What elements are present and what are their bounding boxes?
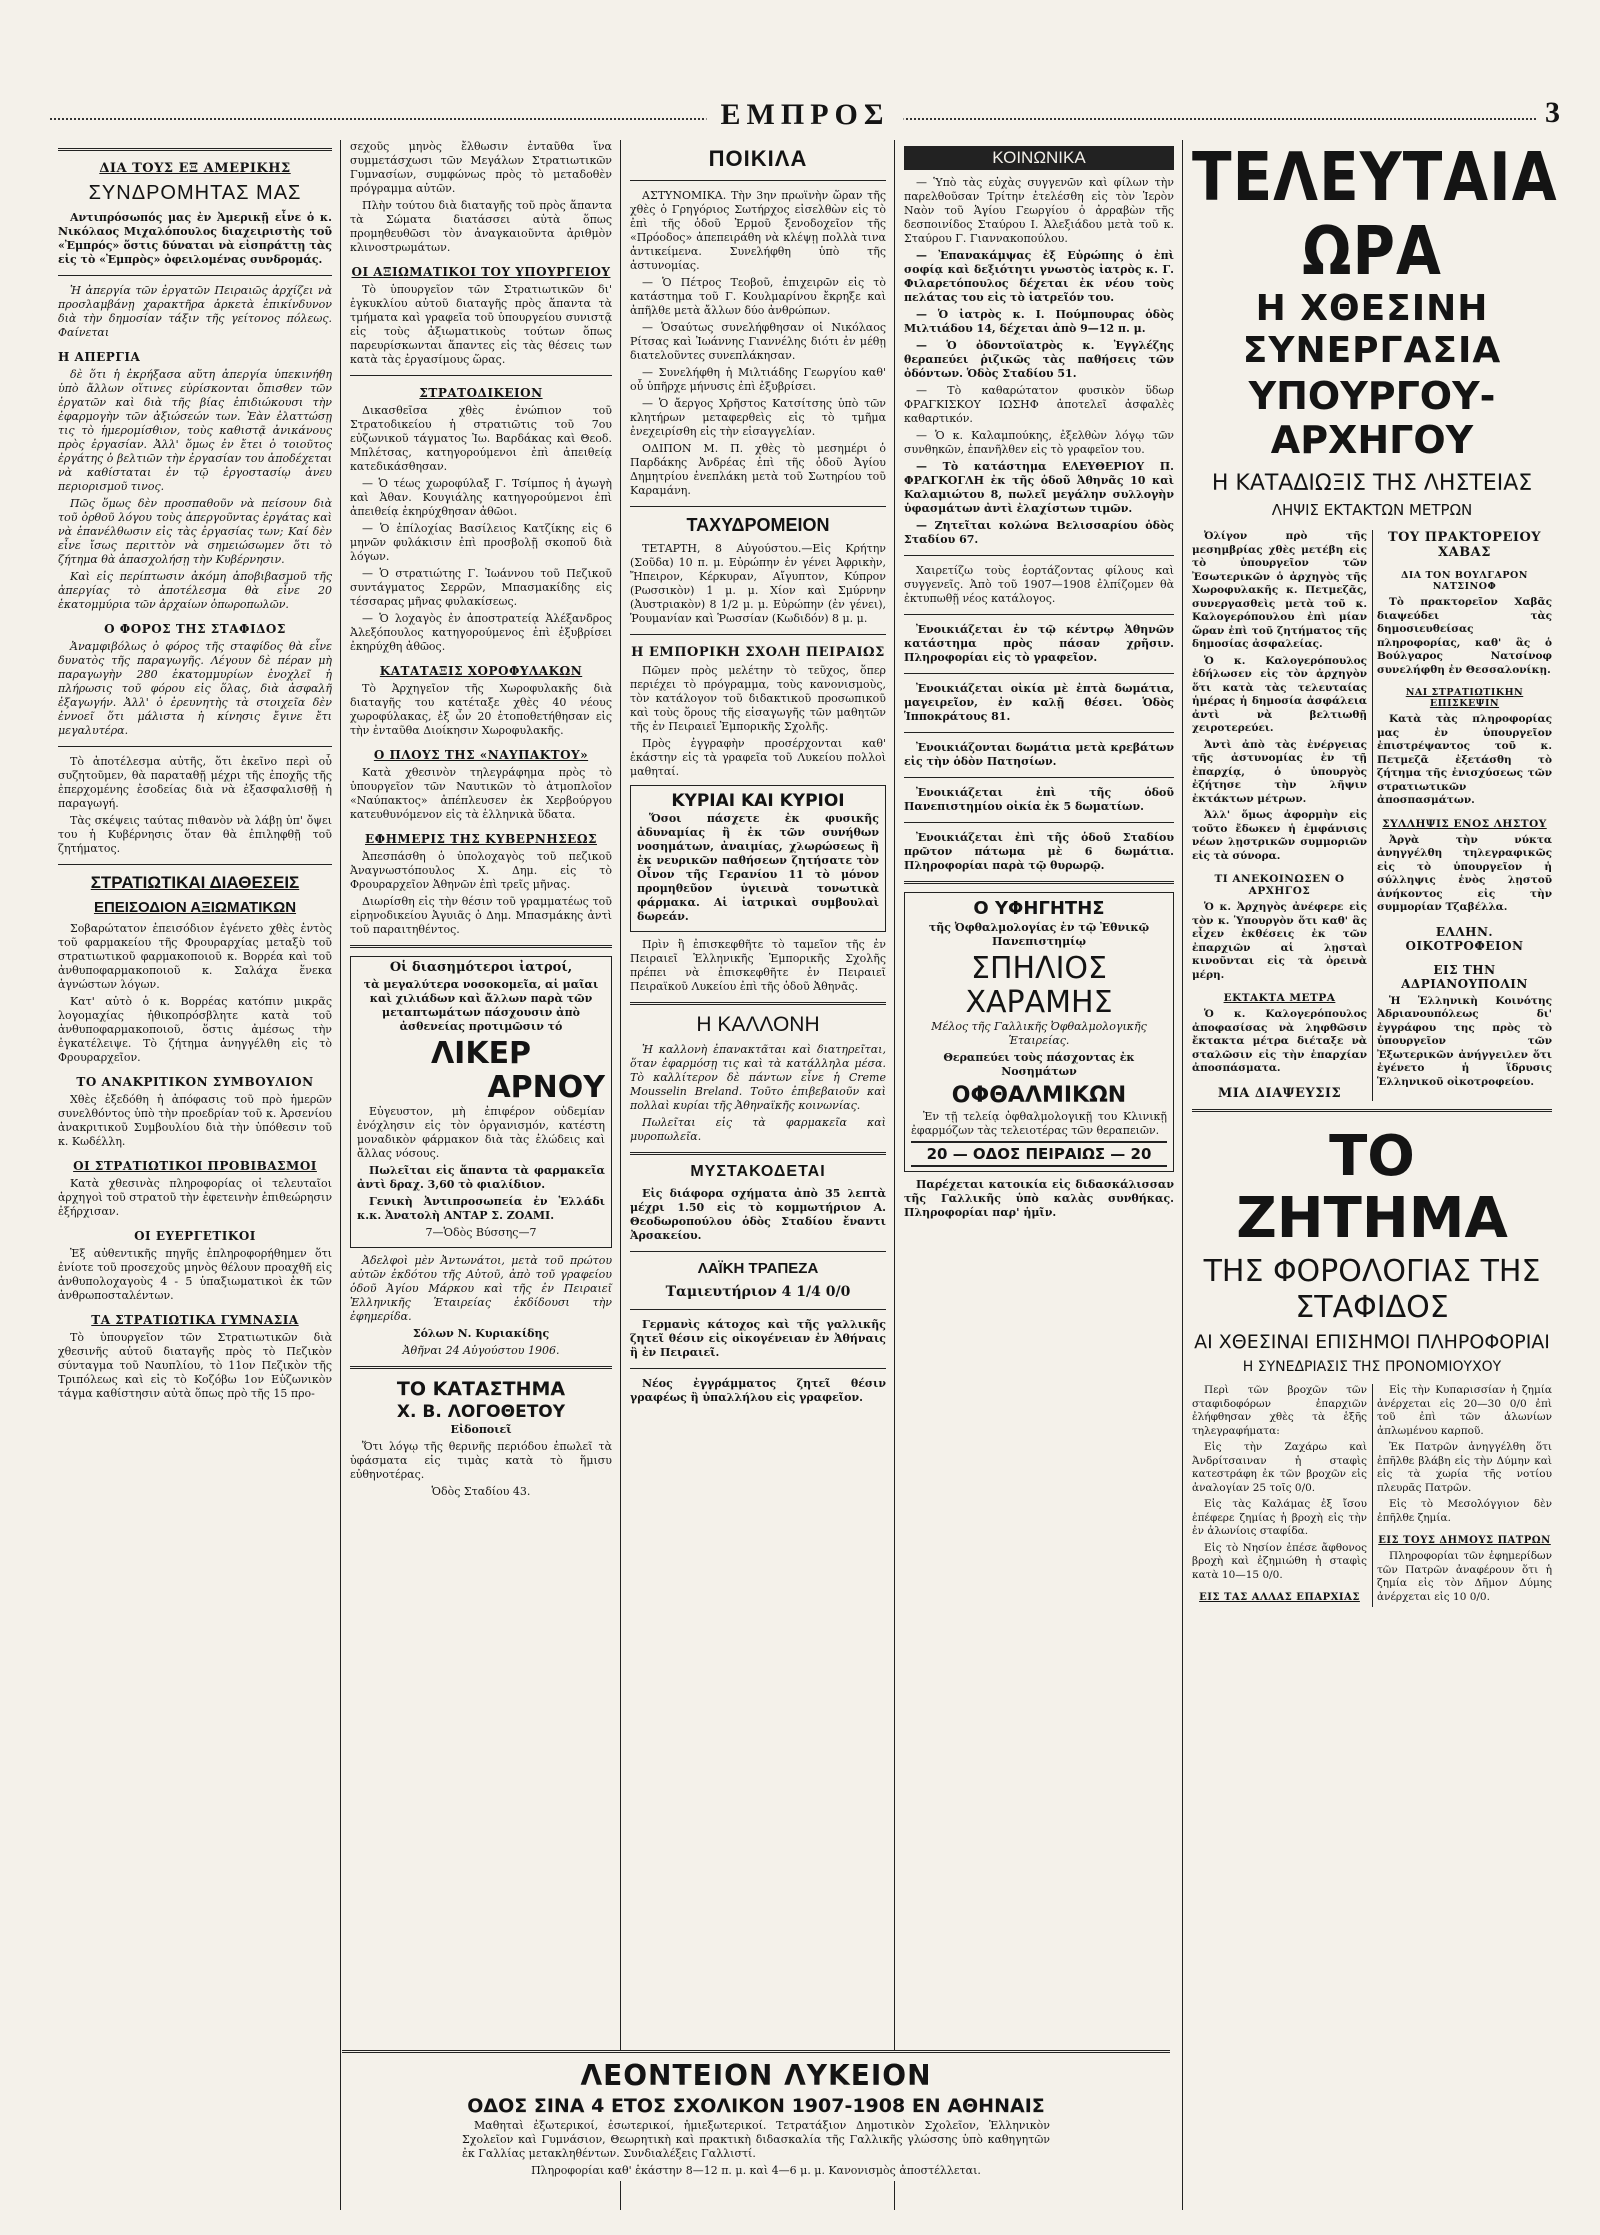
ad-subtitle: ΟΔΟΣ ΣΙΝΑ 4 ΕΤΟΣ ΣΧΟΛΙΚΟΝ 1907-1908 ΕΝ ΑΘΗΝΑΙΣ <box>467 2095 1045 2117</box>
ad-headline: ΚΥΡΙΑΙ ΚΑΙ ΚΥΡΙΟΙ <box>671 791 845 811</box>
article-paragraph: Ἀναμφιβόλως ὁ φόρος τῆς σταφίδος θὰ εἶνε δυνατὸς τῆς παραγωγῆς. Λέγουν δὲ πέραν μὴ παραγωγὴν 280 ἑκατομμυρίων ἐνοχλεῖ ἡ πλήρωσις τοῦ φόρου εἰς ὅλας, διὰ ἀσφαλῆ ἐξαγωγήν. Ἀλλ' ὁ ἐρευνητὴς τὰ στοιχεῖα δὲν ἐννοεῖ ὅτι μάλιστα ἡ κίνησις ἔγινε ἔτι μεγαλυτέρα. <box>58 640 332 737</box>
ad-text: Ταμιευτήριον 4 1/4 0/0 <box>665 1284 851 1300</box>
divider <box>630 506 886 507</box>
advertisement-ophthalmologist <box>904 892 1174 1172</box>
classified-ad: Ἐνοικιάζεται ἐπὶ τῆς ὁδοῦ Σταδίου πρῶτον πάτωμα μὲ 6 δωμάτια. Πληροφορίαι παρὰ τῷ θυρωρῷ. <box>904 831 1174 872</box>
article-subheading: ΝΑΙ ΣΤΡΑΤΙΩΤΙΚΗΝ ΕΠΙΣΚΕΨΙΝ <box>1405 687 1524 709</box>
article-heading: ΜΙΑ ΔΙΑΨΕΥΣΙΣ <box>1217 1085 1342 1101</box>
divider <box>630 1002 886 1005</box>
ad-text: Ὅτι λόγῳ τῆς θερινῆς περιόδου ἐπωλεῖ τὰ ὑφάσματα εἰς τιμὰς κατὰ τὸ ἥμισυ εὐθηνοτέρας. <box>350 1440 612 1481</box>
article-paragraph: — Ὁ ἰατρὸς κ. Ι. Πούμπουρας ὁδὸς Μιλτιάδου 14, δέχεται ἀπὸ 9—12 π. μ. <box>904 308 1174 335</box>
article-paragraph: Ἐξ αὐθεντικῆς πηγῆς ἐπληροφορήθημεν ὅτι ἐνίοτε τοῦ προσεχοῦς μηνὸς θέλουν προαχθῆ εἰς ἀνθυπολοχαγοὺς 4 - 5 ὑπαξιωματικοὶ ἐκ τῶν ἀνθρωποσταλέντων. <box>58 1247 332 1302</box>
column-4 <box>896 140 1182 2210</box>
ad-brand: ΑΡΝΟΥ <box>487 1070 605 1105</box>
article-paragraph: Κατ' αὐτὸ ὁ κ. Βορρέας κατόπιν μικρᾶς λογομαχίας ἠθικοπρόσβλητε κατὰ τοῦ ἀνθυποφαρμακοποιοῦ, ὅστις ἀμέσως τὴν ἐγκατέλειψε. Τὸ ζήτημα ἀνηγγέλθη εἰς τὸ Φρουραρχεῖον. <box>58 995 332 1064</box>
divider <box>630 1368 886 1369</box>
divider <box>904 822 1174 823</box>
divider <box>630 1152 886 1155</box>
article-paragraph: Πλὴν τούτου διὰ διαταγῆς τοῦ πρὸς ἅπαντα τὰ Σώματα διατάσσει αὐτὰ ὅπως προμηθευθῶσι τὸν ἀναγκαιοῦντα ἀριθμὸν κλινοστρωμάτων. <box>350 199 612 254</box>
ad-brand: ΛΙΚΕΡ <box>430 1036 532 1071</box>
article-subheading: ΟΙ ΣΤΡΑΤΙΩΤΙΚΟΙ ΠΡΟΒΙΒΑΣΜΟΙ <box>73 1159 317 1173</box>
article-paragraph: — Ὁ ὀδοντοϊατρὸς κ. Ἐγγλέζης θεραπεύει ῥιζικῶς τὰς παθήσεις τῶν ὀδόντων. Ὁδὸς Σταδίου 51. <box>904 339 1174 380</box>
ad-headline: Ο ΥΦΗΓΗΤΗΣ <box>973 898 1105 919</box>
divider <box>350 1366 612 1369</box>
classified-ad: Ἐνοικιάζεται ἐν τῷ κέντρῳ Ἀθηνῶν κατάστημα πρὸς πάσαν χρῆσιν. Πληροφορίαι εἰς τὸ γραφεῖον. <box>904 623 1174 664</box>
advertisement-kyriai-kyrioi <box>630 785 886 932</box>
article-paragraph: Ὀλίγον πρὸ τῆς μεσημβρίας χθὲς μετέβη εἰς τὸ ὑπουργεῖον τῶν Ἐσωτερικῶν ὁ ἀρχηγὸς τῆς Χωροφυλακῆς κ. Πετμεζᾶς, συνεργασθεὶς μετὰ τοῦ κ. Καλογερόπουλου ἐπὶ μίαν ὥραν ἐπὶ τοῦ ζητήματος τῆς δημοσίας ἀσφαλείας. <box>1192 530 1367 650</box>
article-paragraph: Κατὰ χθεσινὸν τηλεγράφημα πρὸς τὸ ὑπουργεῖον τῶν Ναυτικῶν τὸ ἀτμοπλοῖον «Ναύπακτος» ἀπέπλευσεν ἐκ Χερβούργου κατευθυνόμενον εἰς τὰ ἑλληνικὰ ὕδατα. <box>350 766 612 821</box>
ad-text: Πωλεῖται εἰς ἅπαντα τὰ φαρμακεῖα ἀντὶ δραχ. 3,60 τὸ φιαλίδιον. <box>357 1164 605 1191</box>
classified-ad: Ἐνοικιάζονται δωμάτια μετὰ κρεβάτων εἰς τὴν ὁδὸν Πατησίων. <box>904 741 1174 768</box>
ad-headline: ΛΕΟΝΤΕΙΟΝ ΛΥΚΕΙΟΝ <box>580 2059 932 2092</box>
article-heading: ΤΟΥ ΠΡΑΚΤΟΡΕΙΟΥ ΧΑΒΑΣ <box>1387 530 1542 560</box>
divider <box>630 634 886 635</box>
divider <box>904 673 1174 674</box>
ad-text: Γενικὴ Ἀντιπροσωπεία ἐν Ἑλλάδι κ.κ. Ἀνατολὴ ΑΝΤΑΡ Σ. ΖΟΑΜΙ. <box>357 1195 605 1222</box>
article-paragraph: — Ἐπανακάμψας ἐξ Εὐρώπης ὁ ἐπὶ σοφίᾳ καὶ δεξιότητι γνωστὸς ἰατρὸς κ. Γ. Φιλαρετόπουλος δέχεται ἐκ νέου τοὺς πελάτας του εἰς τὸ ἰατρεῖόν του. <box>904 249 1174 304</box>
article-subheading: Ο ΦΟΡΟΣ ΤΗΣ ΣΤΑΦΙΔΟΣ <box>104 622 286 636</box>
classified-ad: Ἐνοικιάζεται ἐπὶ τῆς ὁδοῦ Πανεπιστημίου οἰκία ἐκ 5 δωματίων. <box>904 786 1174 813</box>
article-paragraph: — Ὁ κ. Καλαμπούκης, ἐξελθὼν λόγῳ τῶν συνθηκῶν, ἐπανῆλθεν εἰς τὸ γραφεῖον του. <box>904 429 1174 456</box>
ad-contact: Πληροφορίαι καθ' ἑκάστην 8—12 π. μ. καὶ 4—6 μ. μ. Κανονισμὸς ἀποστέλλεται. <box>531 2164 981 2177</box>
staphis-article-body <box>1192 1384 1552 1607</box>
column-2 <box>342 140 620 2210</box>
article-paragraph: — Ὁσαύτως συνελήφθησαν οἱ Νικόλαος Ρίτσας καὶ Ἰωάννης Γιαννέλης διότι ἐν μέθῃ διατελοῦντες συνεπλάκησαν. <box>630 321 886 362</box>
article-paragraph: Πρὶν ἢ ἐπισκεφθῆτε τὸ ταμεῖον τῆς ἐν Πειραιεῖ Ἑλληνικῆς Ἐμπορικῆς Σχολῆς πρέπει νὰ ἐπισκεφθῆτε ἐν Πειραιεῖ Πειραϊκοῦ Λυκείου ἐπὶ τῆς ὁδοῦ Ἀθηνᾶς. <box>630 938 886 993</box>
article-heading: ΣΥΝΔΡΟΜΗΤΑΣ ΜΑΣ <box>88 182 302 204</box>
article-paragraph: Ὁ κ. Καλογερόπουλος ἀποφασίσας νὰ ληφθῶσιν ἔκτακτα μέτρα διέταξε νὰ σταλῶσιν εἰς τὴν ἐπαρχίαν ἀποσπάσματα. <box>1192 1008 1367 1074</box>
article-paragraph: Χαιρετίζω τοὺς ἑορτάζοντας φίλους καὶ συγγενεῖς. Ἀπὸ τοῦ 1907—1908 ἐλπίζομεν θὰ ἐκτυπωθῇ νέος κατάλογος. <box>904 564 1174 605</box>
article-paragraph: Τὸ ὑπουργεῖον τῶν Στρατιωτικῶν διὰ χθεσινῆς αὐτοῦ διαταγῆς πρὸς τὸ Πεζικὸν σύνταγμα τοῦ Ναυπλίου, τὸ 11ον Πεζικὸν τῆς Τριπόλεως καὶ εἰς τὸ Κοζόβω 1ον Εὐζωνικὸν τάγμα καθίστησιν αὐτὰ ὅπως πρὸ τῆς 15 προ- <box>58 1331 332 1400</box>
article-subheading: ΣΥΛΛΗΨΙΣ ΕΝΟΣ ΛΗΣΤΟΥ <box>1382 817 1547 830</box>
article-paragraph: Αντιπρόσωπός μας ἐν Ἀμερικῇ εἶνε ὁ κ. Νικόλαος Μιχαλόπουλος διαχειριστὴς τοῦ «Ἐμπρός» ὅστις δύναται νὰ εἰσπράττῃ τὰς εἰς τὸ «Ἐμπρὸς» ὀφειλομένας συνδρομάς. <box>58 211 332 266</box>
article-paragraph: δὲ ὅτι ἡ ἐκρήξασα αὕτη ἀπεργία ὑπεκινήθη ὑπὸ ἄλλων οἵτινες εὑρίσκονται ὄπισθεν τῶν ἐργατῶν καὶ διὰ τῆς βίας ἐπιδιώκουσι τὴν ἐφαρμογὴν τῶν ἀξιώσεών των. Ἐὰν ἐλαττώσῃ τις τὸ ἡμερομίσθιον, τοὺς καθιστᾷ ἀνικάνους πρὸς ἐργασίαν. Ἀλλ' ὅμως ἐν ἔτει ὁ τοιοῦτος ἐργάτης ὁ βελτιῶν τὴν ἐργασίαν του ἀποδέχεται νὰ καθίσταται ἐν τῷ ἐργοστασίῳ ἀνευ περιορισμοῦ τινος. <box>58 368 332 493</box>
column-rule <box>1182 140 1183 2210</box>
ad-headline: Οἱ διασημότεροι ἰατροί, <box>389 960 573 975</box>
article-paragraph: Ἡ ἀπεργία τῶν ἐργατῶν Πειραιῶς ἀρχίζει νὰ προσλαμβάνῃ χαρακτῆρα ἀρκετὰ ἐπικίνδυνον διὰ τὴν δημοσίαν τάξιν τῆς γείτονος πόλεως. Φαίνεται <box>58 284 332 339</box>
divider <box>58 864 332 865</box>
classified-ad: Νέος ἐγγράμματος ζητεῖ θέσιν γραφέως ἢ ὑπαλλήλου εἰς γραφεῖον. <box>630 1377 886 1404</box>
article-heading: ΕΠΕΙΣΟΔΙΟΝ ΑΞΙΩΜΑΤΙΚΩΝ <box>93 899 297 916</box>
article-subheading: ΕΙΣ ΤΟΥΣ ΔΗΜΟΥΣ ΠΑΤΡΩΝ <box>1378 1535 1551 1547</box>
article-paragraph: Ὁ κ. Καλογερόπουλος ἐδήλωσεν εἰς τὸν ἀρχηγὸν ὅτι κατὰ τὰς τελευταίας ἡμέρας ἡ δημοσία ἀσφάλεια ἀντὶ νὰ βελτιωθῇ χειροτερεύει. <box>1192 654 1367 734</box>
masthead <box>50 98 1560 134</box>
ad-text: τὰ μεγαλύτερα νοσοκομεῖα, αἱ μαῖαι καὶ χιλιάδων καὶ ἄλλων παρὰ τῶν μεταπτωμάτων πάσχουσιν ἀπὸ ἀσθενείας προτιμῶσιν τό <box>363 978 599 1033</box>
ad-brand: ΟΦΘΑΛΜΙΚΩΝ <box>951 1083 1127 1108</box>
divider <box>1192 1109 1552 1112</box>
article-paragraph: — Ὁ τέως χωροφύλαξ Γ. Τσίμπος ἡ ἀγωγὴ καὶ Ἀθαν. Κουγιάλης κατηγορούμενοι ἐπὶ ἀπειθείᾳ ἐκηρύχθησαν ἀθῶοι. <box>350 477 612 518</box>
article-subheading: ΤΟ ΑΝΑΚΡΙΤΙΚΟΝ ΣΥΜΒΟΥΛΙΟΝ <box>76 1075 314 1089</box>
section-heading: Η ΚΑΛΛΟΝΗ <box>696 1013 820 1036</box>
article-subheading: ΚΑΤΑΤΑΞΙΣ ΧΟΡΟΦΥΛΑΚΩΝ <box>379 664 583 678</box>
article-subheading: ΕΦΗΜΕΡΙΣ ΤΗΣ ΚΥΒΕΡΝΗΣΕΩΣ <box>364 832 597 846</box>
article-heading: ΕΛΛΗΝ. ΟΙΚΟΤΡΟΦΕΙΟΝ <box>1405 924 1524 953</box>
article-paragraph: ΟΔΙΠΟΝ Μ. Π. χθὲς τὸ μεσημέρι ὁ Παρδάκης Ἀνδρέας ἐπὶ τῆς ὁδοῦ Ἀγίου Δημητρίου ἐνεπλάκη μετὰ τοῦ Σωτηρίου τοῦ Καραμάνη. <box>630 442 886 497</box>
article-paragraph: — Ὁ Πέτρος Τεοβοῦ, ἐπιχειρῶν εἰς τὸ κατάστημα τοῦ Γ. Κουλμαρίνου ἔκρηξε καὶ ἀπῆλθε μετὰ ἄλλων δύο ἀνθρώπων. <box>630 276 886 317</box>
column-5 <box>1184 140 1560 2210</box>
article-paragraph: Κατὰ χθεσινὰς πληροφορίας οἱ τελευταῖοι ἀρχηγοὶ τοῦ στρατοῦ τὴν ἐφετεινὴν ἐπιθεώρησιν ἐξήρχισαν. <box>58 1177 332 1218</box>
article-paragraph: — Ὁ στρατιώτης Γ. Ἰωάννου τοῦ Πεζικοῦ συντάγματος Σερρῶν, Μπασμακίδης εἰς τέσσαρας μῆνας φυλακίσεως. <box>350 567 612 608</box>
lead-article-body <box>1192 530 1552 1101</box>
ad-name: ΣΠΗΛΙΟΣ <box>970 951 1107 986</box>
article-subheading: ΕΙΣ ΤΑΣ ΑΛΛΑΣ ΕΠΑΡΧΙΑΣ <box>1199 1592 1360 1604</box>
classified-ad: Ἐνοικιάζεται οἰκία μὲ ἐπτὰ δωμάτια, μαγειρεῖον, ἐν καλῇ θέσει. Ὁδὸς Ἱπποκράτους 81. <box>904 682 1174 723</box>
article-heading: ΔΙΑ ΤΟΥΣ ΕΞ ΑΜΕΡΙΚΗΣ <box>99 161 291 176</box>
classified-ad: Παρέχεται κατοικία εἰς διδασκάλισσαν τῆς Γαλλικῆς ὑπὸ καλὰς συνθήκας. Πληροφορίαι παρ' ἡμῖν. <box>904 1178 1174 1219</box>
column-rule <box>620 140 621 2210</box>
ad-text: τῆς Ὀφθαλμολογίας ἐν τῷ Ἐθνικῷ Πανεπιστημίῳ <box>928 921 1150 948</box>
article-paragraph: ΑΣΤΥΝΟΜΙΚΑ. Τὴν 3ην πρωϊνὴν ὥραν τῆς χθὲς ὁ Γρηγόριος Σωτήρχος εἰσελθὼν εἰς τὸ ἐπὶ τῆς ὁδοῦ Ἑρμοῦ ξενοδοχεῖον τῆς «Πρόοδος» ἀπεπειράθη νὰ κλέψῃ πολλὰ τινα ἀντικείμενα. Συνελήφθη ὑπὸ τῆς ἀστυνομίας. <box>630 189 886 272</box>
newspaper-title: ΕΜΠΡΟΣ <box>707 98 904 132</box>
article-subheading: ΟΙ ΕΥΕΡΓΕΤΙΚΟΙ <box>134 1229 256 1243</box>
ad-address: 20 — ΟΔΟΣ ΠΕΙΡΑΙΩΣ — 20 <box>911 1141 1167 1167</box>
section-heading: ΠΟΙΚΙΛΑ <box>708 146 808 171</box>
main-headline-sub: ΤΗΣ ΦΟΡΟΛΟΓΙΑΣ ΤΗΣ ΣΤΑΦΙΔΟΣ <box>1203 1254 1541 1326</box>
article-paragraph: Εἰς τὸ Νησίον ἐπέσε ἄφθονος βροχὴ καὶ ἐζημιώθη ἡ σταφὶς κατὰ 10—15 0/0. <box>1192 1541 1367 1581</box>
article-paragraph: Ἡ Ἑλληνικὴ Κοινότης Ἀδριανουπόλεως δι' ἐγγράφου της πρὸς τὸ ὑπουργεῖον τῶν Ἐξωτερικῶν ἀνήγγειλεν ὅτι ἐγένετο ἡ ἵδρυσις Ἑλληνικοῦ οἰκοτροφείου. <box>1377 994 1552 1088</box>
ad-text: Μέλος τῆς Γαλλικῆς Ὀφθαλμολογικῆς Ἑταιρείας. <box>931 1020 1147 1047</box>
article-paragraph: Πῶς ὅμως δὲν προσπαθοῦν νὰ πείσουν διὰ τοῦ ὀρθοῦ λόγου τοὺς ἀπεργοῦντας ἐργάτας καὶ νὰ ἐπανέλθωσιν εἰς τὰς ἐργασίας των; Καί δὲν εἶνε ἴσως περιττὸν νὰ σημειώσωμεν ὅτι τὸ ζήτημα θὰ ἀπασχολήσῃ τὴν Κυβέρνησιν. <box>58 497 332 566</box>
article-paragraph: — Ὁ ἐπίλοχίας Βασίλειος Κατζίκης εἰς 6 μηνῶν φυλάκισιν ἐπὶ προσβολῇ σκοποῦ διὰ λόγων. <box>350 522 612 563</box>
article-paragraph: ΤΕΤΑΡΤΗ, 8 Αὐγούστου.—Εἰς Κρήτην (Σοῦδα) 10 π. μ. Εὐρώπην ἐν γένει Ἀφρικὴν, Ἤπειρον, Κέρκυραν, Αἴγυπτον, Κύπρον (Ρωσσικὸν) 1 μ. μ. Χίον καὶ Σμύρνην (Ἀυστριακὸν) 8 1/2 μ. μ. Εὐρώπην (ἐν γένει), Ῥουμανίαν καὶ Ῥωσσίαν (Κωδιδόν) 8 μ. μ. <box>630 542 886 625</box>
divider <box>904 614 1174 615</box>
article-paragraph: — Ὁ λοχαγὸς ἐν ἀποστρατείᾳ Ἀλέξανδρος Ἀλεξόπουλος κατηγορούμενος ἐπὶ ἐξυβρίσει ἐκηρύχθη ἀθῶος. <box>350 612 612 653</box>
article-subheading: Η ΣΥΝΕΔΡΙΑΣΙΣ ΤΗΣ ΠΡΟΝΟΜΙΟΥΧΟΥ <box>1242 1359 1502 1376</box>
article-paragraph: Τὸ ἀποτέλεσμα αὐτῆς, ὅτι ἐκεῖνο περὶ οὗ συζητοῦμεν, θὰ παραταθῇ μέχρι τῆς ἐποχῆς τῆς ἐπερχομένης ἐσοδείας διὰ νὰ ἐξασφαλισθῇ ἡ παραγωγή. <box>58 755 332 810</box>
article-paragraph: Εἰς τὸ Μεσολόγγιον δὲν ἐπῆλθε ζημία. <box>1377 1498 1552 1524</box>
article-paragraph: Ἀπεσπάσθη ὁ ὑπολοχαγὸς τοῦ πεζικοῦ Ἀναγνωστόπουλος Χ. Δημ. εἰς τὸ Φρουραρχεῖον Ἀθηνῶν ἐπὶ τρεῖς μῆνας. <box>350 850 612 891</box>
divider <box>630 1309 886 1310</box>
article-paragraph: — Τὸ κατάστημα ΕΛΕΥΘΕΡΙΟΥ Π. ΦΡΑΓΚΟΓΛΗ ἐκ τῆς ὁδοῦ Ἀθηνᾶς 10 καὶ Καλαμιώτου 8, πωλεῖ μεγάλην συλλογὴν ὑφασμάτων ἀντὶ ἐλαχίστων τιμῶν. <box>904 460 1174 515</box>
ad-text: Εἰς διάφορα σχήματα ἀπὸ 35 λεπτὰ μέχρι 1.50 εἰς τὸ κομμωτήριον Α. Θεοδωροπούλου ὁδὸς Σταδίου ἔναντι Ἀρσακείου. <box>630 1187 886 1242</box>
section-heading: ΣΤΡΑΤΙΩΤΙΚΑΙ ΔΙΑΘΕΣΕΙΣ <box>90 873 300 892</box>
ad-subtitle: Εἰδοποιεῖ <box>450 1423 512 1436</box>
article-paragraph: Χθὲς ἐξεδόθη ἡ ἀπόφασις τοῦ πρὸ ἡμερῶν συνελθόντος ὑπὸ τὴν προεδρίαν τοῦ κ. Ἀρσενίου ἀνακριτικοῦ Συμβουλίου διὰ τὴν ὑπόθεσιν τοῦ κ. Κωδέλλη. <box>58 1093 332 1148</box>
main-headline: ΤΕΛΕΥΤΑΙΑ ΩΡΑ <box>1192 140 1558 290</box>
article-heading: ΕΙΣ ΤΗΝ ΑΔΡΙΑΝΟΥΠΟΛΙΝ <box>1401 962 1528 991</box>
article-paragraph: — Ζητεῖται κολώνα Βελισσαρίου ὁδὸς Σταδίου 67. <box>904 519 1174 546</box>
article-paragraph: Ἀντὶ ἀπὸ τὰς ἐνέργειας τῆς ἀστυνομίας ἐν τῇ ἐπαρχίᾳ, ὁ ὑπουργὸς ἐζήτησε τὴν λῆψιν ἐκτάκτων μέτρων. <box>1192 738 1367 805</box>
divider <box>904 555 1174 556</box>
advertisement-liker-arnou <box>350 956 612 1248</box>
ad-headline: ΜΥΣΤΑΚΟΔΕΤΑΙ <box>690 1163 826 1180</box>
article-paragraph: σεχοῦς μηνὸς ἔλθωσιν ἐνταῦθα ἵνα συμμετάσχωσι τῶν Μεγάλων Στρατιωτικῶν Γυμνασίων, συμφώνως πρὸς τὸ μεταδοθὲν πρόγραμμα αὐτῶν. <box>350 140 612 195</box>
section-heading: ΤΑΧΥΔΡΟΜΕΙΟΝ <box>686 515 830 535</box>
main-headline-sub: Η ΧΘΕΣΙΝΗ ΣΥΝΕΡΓΑΣΙΑ <box>1242 288 1502 371</box>
ad-brand: Χ. Β. ΛΟΓΟΘΕΤΟΥ <box>396 1402 566 1422</box>
article-paragraph: Τὸ πρακτορεῖον Χαβᾶς διαψεύδει τὰς δημοσιευθείσας πληροφορίας, καθ' ἃς ὁ Βούλγαρος Νατσίνοφ συνελήφθη ἐν Θεσσαλονίκῃ. <box>1377 596 1552 676</box>
divider <box>350 375 612 376</box>
article-paragraph: Πληροφορίαι τῶν ἐφημερίδων τῶν Πατρῶν ἀναφέρουν ὅτι ἡ ζημία εἰς τὸν Δῆμον Δύμης ἀνέρχεται εἰς 10 0/0. <box>1377 1550 1552 1603</box>
article-paragraph: Καὶ εἰς περίπτωσιν ἀκόμη ἀποβιβασμοῦ τῆς ἀπεργίας τὸ ἀποτέλεσμα θὰ εἶνε 20 ἑκατομμύρια τῶν ἀρχαίων ὁπωροπωλῶν. <box>58 570 332 611</box>
divider <box>630 180 886 181</box>
divider <box>904 881 1174 884</box>
ad-headline: ΛΑΪΚΗ ΤΡΑΠΕΖΑ <box>697 1260 819 1277</box>
ad-text: Μαθηταὶ ἐξωτερικοί, ἐσωτερικοί, ἡμιεξωτερικοί. Τετρατάξιον Δημοτικὸν Σχολεῖον, Ἑλληνικὸν Σχολεῖον καὶ Γυμνάσιον, Θεωρητικὴ καὶ πρακτικὴ διδασκαλία τῆς Γαλλικῆς γλώσσης ὑπὸ καθηγητῶν ἐκ Γαλλίας μετακληθέντων. Συνδιαλέξεις Γαλλιστί. <box>462 2119 1050 2160</box>
main-headline-sub: ΥΠΟΥΡΓΟΥ-ΑΡΧΗΓΟΥ <box>1248 374 1496 462</box>
article-paragraph: Ἀλλ' ὅμως ἀφορμὴν εἰς τοῦτο ἔδωκεν ἡ ἐμφάνισις νέων λῃστρικῶν συμμοριῶν εἰς τὰ σύνορα. <box>1192 809 1367 862</box>
notice-date: Ἀθῆναι 24 Αὐγούστου 1906. <box>402 1344 560 1357</box>
article-heading: ΑΙ ΧΘΕΣΙΝΑΙ ΕΠΙΣΗΜΟΙ ΠΛΗΡΟΦΟΡΙΑΙ <box>1194 1331 1550 1354</box>
ad-name: ΧΑΡΑΜΗΣ <box>965 985 1113 1020</box>
article-paragraph: — Ὑπὸ τὰς εὐχὰς συγγενῶν καὶ φίλων τὴν παρελθοῦσαν Τρίτην ἐτελέσθη εἰς τὸν Ἱερὸν Ναὸν τοῦ Ἁγίου Γεωργίου ὁ ἀρραβὼν τῆς δεσποινίδος Σταύρου Ι. Ἀλεξιάδου μετὰ τοῦ κ. Σταύρου Γ. Γιαννακοπούλου. <box>904 176 1174 245</box>
article-subheading: ΔΙΑ ΤΟΝ ΒΟΥΛΓΑΡΟΝ ΝΑΤΣΙΝΟΦ <box>1400 570 1528 592</box>
article-paragraph: Πρὸς ἐγγραφὴν προσέρχονται καθ' ἑκάστην εἰς τὰ γραφεῖα τοῦ Λυκείου πολλοὶ μαθηταί. <box>630 737 886 778</box>
divider <box>58 148 332 151</box>
divider <box>904 732 1174 733</box>
article-heading: Η ΚΑΤΑΔΙΩΞΙΣ ΤΗΣ ΛΗΣΤΕΙΑΣ <box>1211 471 1533 496</box>
ad-headline: ΤΟ ΚΑΤΑΣΤΗΜΑ <box>396 1378 566 1400</box>
ad-address: 7—Ὁδὸς Βύσσης—7 <box>425 1226 537 1239</box>
article-paragraph: — Ὁ ἄεργος Χρῆστος Κατσίτσης ὑπὸ τῶν κλητήρων μεταφερθεὶς εἰς τὸ τμῆμα ἐνεχειρίσθη εἰς τὴν εἰσαγγελίαν. <box>630 397 886 438</box>
article-paragraph: Δικασθεῖσα χθὲς ἐνώπιον τοῦ Στρατοδικείου ἡ στρατιῶτις τοῦ 7ου εὐζωνικοῦ τάγματος Ἰω. Βαρδάκας καὶ Θεοδ. Μπλέτσας, κατηγορούμενοι ἐπὶ ἀπειθείᾳ κατεδικάσθησαν. <box>350 404 612 473</box>
article-paragraph: Τὰς σκέψεις ταύτας πιθανὸν νὰ λάβῃ ὑπ' ὄψει του ἡ Κυβέρνησις ὅταν θὰ ἐπιληφθῇ τοῦ ζητήματος. <box>58 814 332 855</box>
section-heading: ΚΟΙΝΩΝΙΚΑ <box>904 146 1174 170</box>
advertisement-leonteion-lykeion <box>342 2050 1170 2181</box>
article-subheading: ΟΙ ΑΞΙΩΜΑΤΙΚΟΙ ΤΟΥ ΥΠΟΥΡΓΕΙΟΥ <box>351 265 611 279</box>
article-subheading: ΤΙ ΑΝΕΚΟΙΝΩΣΕΝ Ο ΑΡΧΗΓΟΣ <box>1214 873 1345 897</box>
article-paragraph: Πῶμεν πρὸς μελέτην τὸ τεῦχος, ὅπερ περιέχει τὸ πρόγραμμα, τοὺς κανονισμοὺς, τὸν κατάλογον τοῦ διδακτικοῦ προσωπικοῦ καὶ τοὺς ὅρους τῆς εἰσαγωγῆς τῶν μαθητῶν τῆς ἐν Πειραιεῖ Ἐμπορικῆς Σχολῆς. <box>630 664 886 733</box>
article-subheading: Η ΑΠΕΡΓΙΑ <box>58 350 141 364</box>
article-paragraph: Κατὰ τὰς πληροφορίας μας ἐν ὑπουργεῖον ἐπιστρέψαντος τοῦ κ. Πετμεζᾶ ἐξετάσθη τὸ ζήτημα τῆς ἐνισχύσεως τῶν στρατιωτικῶν ἀποσπασμάτων. <box>1377 713 1552 806</box>
article-heading: Η ΕΜΠΟΡΙΚΗ ΣΧΟΛΗ ΠΕΙΡΑΙΩΣ <box>631 645 885 660</box>
column-3 <box>622 140 894 2210</box>
article-paragraph: Ἡ καλλονὴ ἐπανακτᾶται καὶ διατηρεῖται, ὅταν ἐφαρμόσῃ τις καὶ τὰ κατάλληλα μέσα. Τὸ καλλίτερον δὲ πάντων εἶνε ἡ Creme Mousselin Breland. Τοῦτο ἐπιβεβαιοῦν καὶ πολλαὶ κυρίαι τῆς Ἀθηναϊκῆς κοινωνίας. <box>630 1043 886 1112</box>
ad-text: Ἐν τῇ τελείᾳ ὀφθαλμολογικῇ του Κλινικῇ ἐφαρμόζων τὰς τελειοτέρας τῶν θεραπειῶν. <box>911 1110 1167 1137</box>
notice-paragraph: Ἀδελφοὶ μὲν Ἀντωνάτοι, μετὰ τοῦ πρώτου αὐτῶν ἐκδότου τῆς Αὐτοῦ, ἀπὸ τοῦ γραφείου ὁδοῦ Ἀγίου Μάρκου καὶ τῆς ἐν Πειραιεῖ Ἑλληνικῆς Ἑταιρείας ἐκδίδουσι τὴν ἐφημερίδα. <box>350 1254 612 1323</box>
main-headline: ΤΟ ΖΗΤΗΜΑ <box>1236 1124 1508 1252</box>
article-subheading: ΤΑ ΣΤΡΑΤΙΩΤΙΚΑ ΓΥΜΝΑΣΙΑ <box>91 1313 299 1327</box>
ad-address: Ὁδὸς Σταδίου 43. <box>431 1485 531 1498</box>
article-subheading: ΛΗΨΙΣ ΕΚΤΑΚΤΩΝ ΜΕΤΡΩΝ <box>1271 501 1473 519</box>
article-subheading: ΕΚΤΑΚΤΑ ΜΕΤΡΑ <box>1223 992 1336 1004</box>
article-paragraph: Σοβαρώτατον ἐπεισόδιον ἐγένετο χθὲς ἐντὸς τοῦ φαρμακείου τῆς Φρουραρχίας μεταξὺ τοῦ στρατιωτικοῦ φαρμακοποιοῦ κ. Βορρέα καὶ τοῦ ἀνθυποφαρμακοποιοῦ κ. Σαλάχα ἕνεκα ἀγνώστων λόγων. <box>58 922 332 991</box>
column-1 <box>50 140 340 2210</box>
column-rule <box>894 140 895 2210</box>
notice-signature: Σόλων Ν. Κυριακίδης <box>412 1327 550 1340</box>
ad-text: Θεραπεύει τοὺς πάσχοντας ἐκ Νοσημάτων <box>943 1051 1135 1078</box>
ad-text: Εὐγευστον, μὴ ἐπιφέρον οὐδεμίαν ἐνόχλησιν εἰς τὸν ὀργανισμόν, κατέστη μοναδικὸν φάρμακον διὰ τὰς ἐλώδεις καὶ ἄλλας νόσους. <box>357 1105 605 1160</box>
divider <box>630 1251 886 1252</box>
article-paragraph: Ὁ κ. Ἀρχηγὸς ἀνέφερε εἰς τὸν κ. Ὑπουργὸν ὅτι καθ' ἃς εἶχεν ἐκθέσεις ἐκ τῶν ἐπαρχιῶν αἱ λῃσταὶ κινοῦνται εἰς τὰ ὀρεινὰ μέρη. <box>1192 901 1367 981</box>
article-paragraph: Τὸ Ἀρχηγεῖον τῆς Χωροφυλακῆς διὰ διαταγῆς του κατέταξε χθὲς 40 νέους χωροφύλακας, ἐξ ὧν 20 ἐτοποθετήθησαν εἰς τὴν ἐνταῦθα Διοίκησιν Χωροφυλακῆς. <box>350 682 612 737</box>
article-subheading: Ο ΠΛΟΥΣ ΤΗΣ «ΝΑΥΠΑΚΤΟΥ» <box>373 748 589 762</box>
ad-text: Ὅσοι πάσχετε ἐκ φυσικῆς ἀδυναμίας ἢ ἐκ τῶν συνήθων νοσημάτων, ἀναιμίας, χλωρώσεως ἢ ἐκ νευρικῶν παθήσεων ζητήσατε τὸν Οἶνον τῆς Γερανίου 11 τὸ μόνον προμηθεῦον ὑγιεινὰ τονωτικὰ φάρμακα. Αἱ ἰατρικαὶ συμβουλαὶ δωρεάν. <box>637 812 879 923</box>
article-paragraph: — Συνελήφθη ἡ Μιλτιάδης Γεωργίου καθ' οὗ ὑπῆρχε μήνυσις ἐπὶ ἐξυβρίσει. <box>630 366 886 393</box>
article-paragraph: Περὶ τῶν βροχῶν τῶν σταφιδοφόρων ἐπαρχιῶν ἐλήφθησαν χθὲς τὰ ἑξῆς τηλεγραφήματα: <box>1192 1384 1367 1437</box>
article-paragraph: Εἰς τὴν Κυπαρισσίαν ἡ ζημία ἀνέρχεται εἰς 20—30 0/0 ἐπὶ τοῦ ἐπὶ τῶν ἁλωνίων ἀπλωμένου καρποῦ. <box>1377 1384 1552 1437</box>
divider <box>58 746 332 747</box>
article-paragraph: Ἐκ Πατρῶν ἀνηγγέλθη ὅτι ἐπῆλθε βλάβη εἰς τὴν Δύμην καὶ εἰς τὰ χωρία τῆς νοτίου πλευρᾶς Πατρῶν. <box>1377 1441 1552 1494</box>
article-paragraph: Εἰς τὰς Καλάμας ἐξ ἴσου ἐπέφερε ζημίας ἡ βροχὴ εἰς τὴν ἐν ἀλωνίοις σταφίδα. <box>1192 1498 1367 1538</box>
page-number: 3 <box>1537 96 1560 130</box>
article-paragraph: Διωρίσθη εἰς τὴν θέσιν τοῦ γραμματέως τοῦ εἰρηνοδικείου Ἀγυιᾶς ὁ Δημ. Μπασμάκης ἀντὶ τοῦ παραιτηθέντος. <box>350 895 612 936</box>
article-subheading: ΣΤΡΑΤΟΔΙΚΕΙΟΝ <box>419 386 543 400</box>
article-paragraph: Ἀργὰ τὴν νύκτα ἀνηγγέλθη τηλεγραφικῶς εἰς τὸ ὑπουργεῖον ἡ σύλληψις ἑνὸς λῃστοῦ ἀνήκοντος εἰς τὴν συμμορίαν Τζαβέλλα. <box>1377 833 1552 913</box>
article-paragraph: Εἰς τὴν Ζαχάρω καὶ Ἀνδρίτσαιναν ἡ σταφὶς κατεστράφη ἐκ τῶν βροχῶν εἰς ἀναλογίαν 25 τοῖς 0/0. <box>1192 1441 1367 1494</box>
article-paragraph: Τὸ ὑπουργεῖον τῶν Στρατιωτικῶν δι' ἐγκυκλίου αὐτοῦ διαταγῆς πρὸς ἅπαντα τὰ τμήματα καὶ γραφεῖα τοῦ ὑπουργείου συνιστᾷ εἰς τοὺς ἀξιωματικοὺς τούτων ὅπως παρευρίσκωνται ἅπαντες εἰς τὰς θέσεις των κατὰ τὰς ἐργασίμους ὥρας. <box>350 283 612 366</box>
article-paragraph: Πωλεῖται εἰς τὰ φαρμακεῖα καὶ μυροπωλεῖα. <box>630 1116 886 1143</box>
divider <box>350 945 612 948</box>
divider <box>904 777 1174 778</box>
column-rule <box>340 140 341 2210</box>
classified-ad: Γερμανὶς κάτοχος καὶ τῆς γαλλικῆς ζητεῖ θέσιν εἰς οἰκογένειαν ἐν Ἀθήναις ἢ ἐν Πειραιεῖ. <box>630 1318 886 1359</box>
article-paragraph: — Τὸ καθαρώτατον φυσικὸν ὕδωρ ΦΡΑΓΚΙΣΚΟΥ ΙΩΣΗΦ ἀποτελεῖ ἀσφαλὲς καθαρτικόν. <box>904 384 1174 425</box>
divider <box>58 275 332 276</box>
